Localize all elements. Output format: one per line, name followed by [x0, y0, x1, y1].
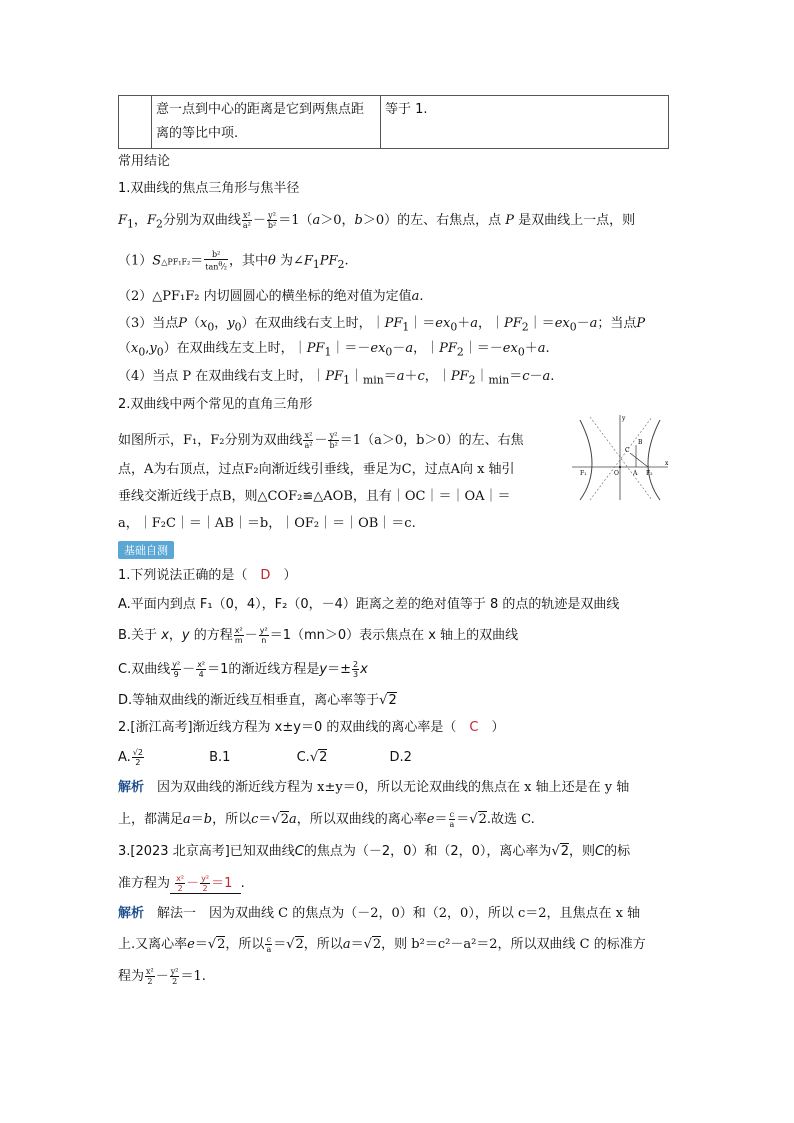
- q2-option-b: B.1: [209, 750, 231, 765]
- q1-option-a: A.平面内到点 F₁（0，4），F₂（0，－4）距离之差的绝对值等于 8 的点的轨迹是双曲线: [118, 597, 620, 612]
- q3-stem: 3.[2023 北京高考]已知双曲线C的焦点为（－2，0）和（2，0），离心率为√2，则C的标: [118, 844, 631, 859]
- conclusion2-text-d: 垂线交渐近线于点B，则△COF₂≌△AOB，且有｜OC｜＝｜OA｜＝: [118, 489, 511, 504]
- conclusion2-text-e: a，｜F₂C｜＝｜AB｜＝b，｜OF₂｜＝｜OB｜＝c.: [118, 516, 416, 531]
- label-y: y: [622, 415, 626, 422]
- conclusion1-heading: 1.双曲线的焦点三角形与焦半径: [118, 181, 300, 196]
- q1-stem: 1.下列说法正确的是（ D ）: [118, 568, 297, 583]
- table-cell-line1: 意一点到中心的距离是它到两焦点距: [156, 102, 365, 117]
- conclusion2-heading: 2.双曲线中两个常见的直角三角形: [118, 397, 313, 412]
- label-F1: F₁: [580, 470, 587, 477]
- q2-answer: C: [469, 720, 479, 735]
- q2-option-d: D.2: [389, 750, 412, 765]
- label-O: O: [614, 470, 619, 477]
- q3-solution-line1: 解析 解法一 因为双曲线 C 的焦点为（－2，0）和（2，0），所以 c＝2，且焦点在 x 轴: [118, 906, 641, 921]
- label-x: x: [665, 460, 669, 467]
- hyperbola-figure: [570, 412, 672, 502]
- section-title: 常用结论: [118, 154, 171, 169]
- label-B: B: [638, 439, 643, 446]
- conclusion1-item2: （2）△PF₁F₂ 内切圆圆心的横坐标的绝对值为定值a.: [118, 289, 424, 304]
- q1-answer: D: [260, 568, 271, 583]
- q2-option-a: A. $\frac{√2}{2}$: [118, 748, 143, 767]
- label-F2: F₂: [646, 470, 653, 477]
- q1-option-b: B.关于 x，y 的方程 $\frac{\text{x²}}{m}$ － $\frac{\text{y²}}{n}$ ＝1（mn＞0）表示焦点在 x 轴上的双曲线: [118, 626, 519, 645]
- conclusion1-item1: （1）S△PF₁F₂＝ $\frac{\text{b²}}{\tan^\theta⁄_2}$ ，其中θ 为$\angle F_1PF_2$.: [118, 250, 349, 272]
- conclusion1-item3: （3）当点$P(x_0$，$y_0$）在双曲线右支上时，$|PF_1|=ex_0+a$，$|PF_2|=ex_0-a$；当点P: [118, 316, 646, 334]
- conclusion1-item3-cont: $(x_0,y_0)$在双曲线左支上时，$|PF_1|=-ex_0-a$，$|PF_2|=-ex_0+a$.: [118, 341, 550, 359]
- definition-table: [118, 95, 669, 149]
- q2-solution-line1: 解析 因为双曲线的渐近线方程为 x±y＝0，所以无论双曲线的焦点在 x 轴上还是在 y 轴: [118, 780, 630, 795]
- q3-stem-line2: 准方程为 $\frac{\text{x²}}{2}$ － $\frac{\text{y²}}{2}$ ＝1 .: [118, 874, 245, 893]
- q1-option-d: D.等轴双曲线的渐近线互相垂直，离心率等于√2: [118, 693, 397, 708]
- label-C: C: [625, 447, 630, 454]
- conclusion1-item4: （4）当点 P 在双曲线右支上时，$|PF_1|_{min}=a+c$，$|PF_2|_{min}=c-a$.: [118, 369, 555, 387]
- label-A: A: [633, 470, 638, 477]
- q2-stem: 2.[浙江高考]渐近线方程为 x±y＝0 的双曲线的离心率是（ C ）: [118, 720, 505, 735]
- table-cell-line2: 离的等比中项.: [156, 126, 239, 141]
- q3-solution-line3: 程为 $\frac{\text{x²}}{2}$ － $\frac{\text{y²}}{2}$ ＝1.: [118, 967, 206, 986]
- q2-option-c: C.√2: [296, 750, 328, 765]
- q3-solution-line2: 上.又离心率e＝√2，所以 $\frac{c}{a}$ ＝√2，所以a＝√2，则 b²＝c²－a²＝2，所以双曲线 C 的标准方: [118, 935, 646, 954]
- table-cell-text: [152, 96, 381, 149]
- basic-self-test-badge: 基础自测: [118, 541, 174, 559]
- q1-option-c: C.双曲线 $\frac{\text{y²}}{9}$ － $\frac{\text{x²}}{4}$ ＝1的渐近线方程是y＝± $\frac{2}{3}$ x: [118, 660, 368, 679]
- q3-answer: $\frac{\text{x²}}{2}$ － $\frac{\text{y²}}{2}$ ＝1: [170, 874, 241, 894]
- conclusion1-intro: $F_1$，$F_2$分别为双曲线 $\frac{\text{x²}}{\text{a²}}$ － $\frac{\text{y²}}{\text{b²}}$ ＝1（a＞0，b＞0）的左、右焦点，点 P 是双曲线上一点，则: [118, 211, 636, 231]
- q2-solution-line2: 上，都满足a＝b，所以c＝√2a，所以双曲线的离心率e＝ $\frac{c}{a}$ ＝√2.故选 C.: [118, 810, 535, 829]
- table-cell-right: 等于 1.: [381, 96, 669, 149]
- table-empty-cell: [119, 96, 152, 149]
- conclusion2-text-a: 如图所示，F₁，F₂分别为双曲线 $\frac{\text{x²}}{\text{a²}}$ － $\frac{\text{y²}}{\text{b²}}$ ＝1（a＞0，b＞0）的左、右焦: [118, 431, 524, 450]
- q2-options: [118, 748, 412, 767]
- conclusion2-text-c: 点，A为右顶点，过点F₂向渐近线引垂线，垂足为C，过点A向 x 轴引: [118, 462, 515, 477]
